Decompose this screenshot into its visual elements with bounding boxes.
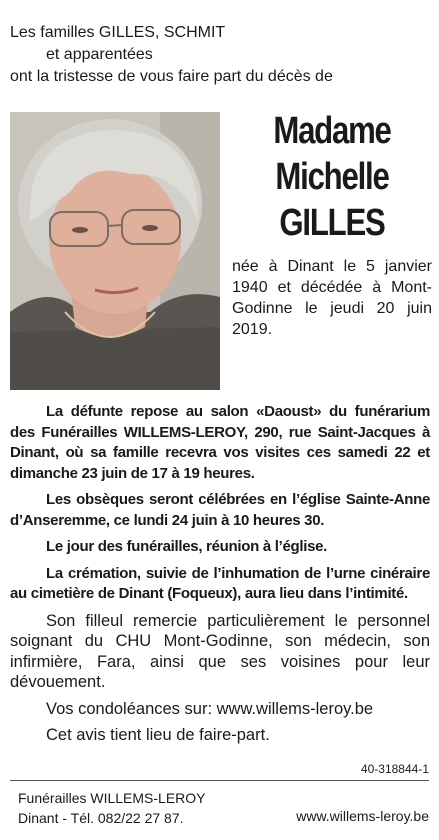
funeral-home-phone: Dinant - Tél. 082/22 27 87. — [18, 810, 184, 826]
deceased-last-name: GILLES — [279, 202, 385, 244]
footer-divider — [10, 780, 429, 781]
deceased-first-name: Michelle — [275, 156, 389, 198]
condolences-paragraph: Vos condoléances sur: www.willems-leroy.be — [46, 699, 374, 718]
families-announcement — [10, 22, 225, 66]
meeting-paragraph: Le jour des funérailles, réunion à l’église. — [46, 538, 328, 555]
families-line: Les familles GILLES, SCHMIT — [10, 24, 226, 41]
funeral-home-name: Funérailles WILLEMS-LEROY — [18, 790, 206, 806]
announcement-body — [10, 402, 430, 752]
funeral-home-info — [18, 788, 206, 828]
intro-sentence: ont la tristesse de vous faire part du décès de — [10, 68, 333, 85]
deceased-name — [250, 108, 414, 246]
thanks-paragraph: Son filleul remercie particulièrement le personnel soignant du CHU Mont-Godinne, son médecin, son infirmière, Fara, ainsi que ses voisines pour leur dévouement. — [10, 611, 430, 691]
notice-paragraph: Cet avis tient lieu de faire-part. — [46, 726, 270, 744]
portrait-illustration — [10, 112, 220, 390]
funeral-home-website: www.willems-leroy.be — [296, 808, 429, 824]
funeral-mass-paragraph: Les obsèques seront célébrées en l’église Sainte-Anne d’Anseremme, ce lundi 24 juin à 10 heures 30. — [10, 491, 430, 529]
birth-death-details: née à Dinant le 5 janvier 1940 et décédée à Mont-Godinne le jeudi 20 juin 2019. — [232, 258, 432, 338]
deceased-title: Madame — [273, 110, 391, 152]
reference-number: 40-318844-1 — [360, 762, 429, 776]
families-relatives-line: et apparentées — [46, 46, 153, 63]
cremation-paragraph: La crémation, suivie de l’inhumation de l’urne cinéraire au cimetière de Dinant (Foqueux), aura lieu dans l’intimité. — [10, 564, 430, 602]
viewing-paragraph: La défunte repose au salon «Daoust» du funérarium des Funérailles WILLEMS-LEROY, 290, rue Saint-Jacques à Dinant, où sa famille recevra vos visites ces samedi 22 et dimanche 23 juin de 17 à 19 heures. — [10, 403, 430, 482]
portrait-photo — [10, 112, 220, 390]
